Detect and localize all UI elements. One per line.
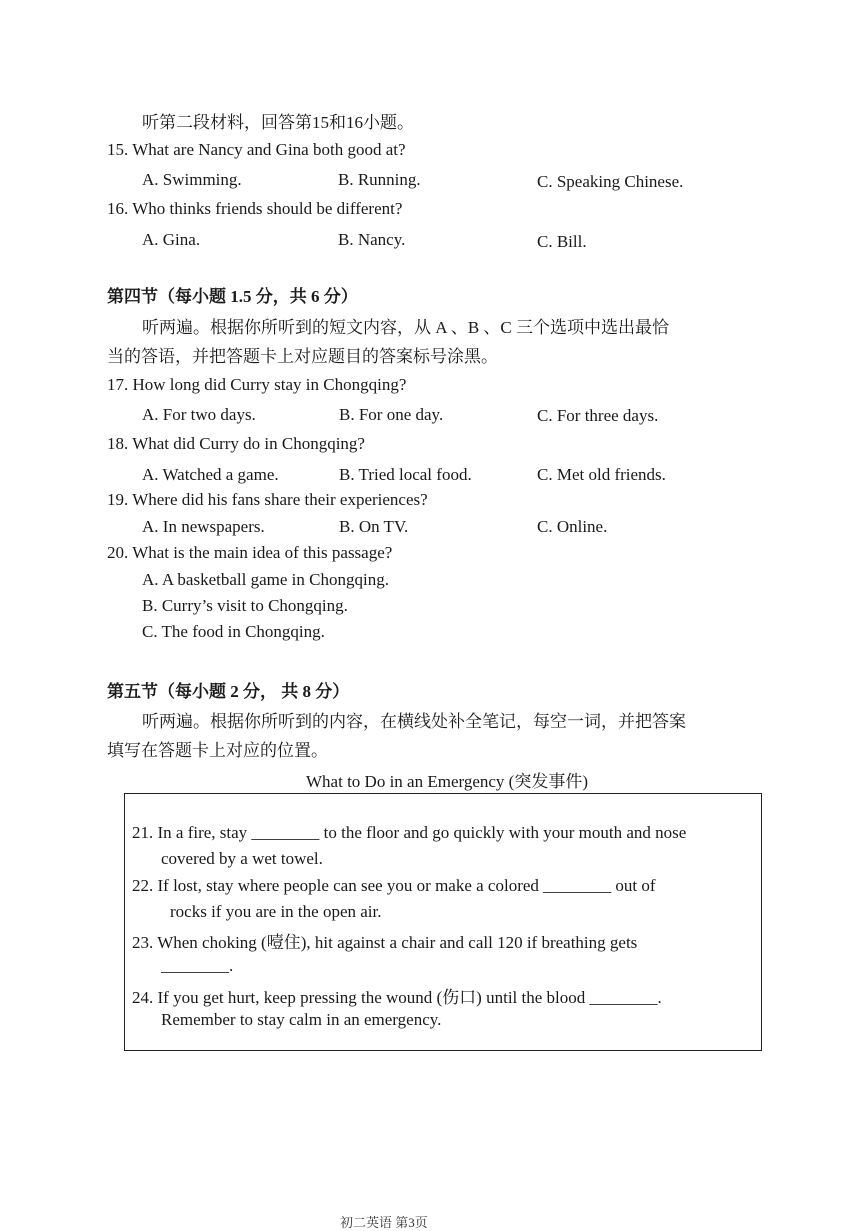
question-16-option-c: C. Bill. [537,232,587,251]
section-4-instruction-line-2: 当的答语，并把答题卡上对应题目的答案标号涂黑。 [107,347,498,366]
note-21-text-1: 21. In a fire, stay ________ to the floor and go quickly with your mouth and nose [132,823,687,842]
question-19-option-c: C. Online. [537,517,608,536]
question-20-stem: 20. What is the main idea of this passage? [107,543,393,562]
question-17-option-b: B. For one day. [339,405,444,424]
note-23-line-1: 23. When choking (噎住), hit against a chair and call 120 if breathing gets [132,933,638,952]
question-18-option-c: C. Met old friends. [537,465,666,484]
question-19-stem: 19. Where did his fans share their experiences? [107,490,428,509]
page-footer: 初二英语 第3页 [340,1215,428,1230]
question-16-stem: 16. Who thinks friends should be different? [107,199,403,218]
note-24-line-1: 24. If you get hurt, keep pressing the wound (伤口) until the blood ________. [132,988,662,1007]
note-22-line-2: rocks if you are in the open air. [170,902,382,921]
notes-title: What to Do in an Emergency (突发事件) [306,772,589,791]
question-19-option-b: B. On TV. [339,517,409,536]
section-5-heading: 第五节（每小题 2 分， 共 8 分） [107,682,350,701]
question-15-option-a: A. Swimming. [142,170,242,189]
section-4-instruction-line-1: 听两遍。根据你所听到的短文内容，从 A 、B 、C 三个选项中选出最恰 [142,318,670,337]
question-16-option-a: A. Gina. [142,230,201,249]
question-20-option-c: C. The food in Chongqing. [142,622,325,641]
section-4-heading: 第四节（每小题 1.5 分，共 6 分） [107,287,358,306]
question-17-option-c: C. For three days. [537,406,659,425]
question-17-stem: 17. How long did Curry stay in Chongqing? [107,375,407,394]
question-18-stem: 18. What did Curry do in Chongqing? [107,434,365,453]
note-21-line-1 [132,823,755,843]
question-16-option-b: B. Nancy. [338,230,406,249]
question-17-option-a: A. For two days. [142,405,256,424]
question-20-option-b: B. Curry’s visit to Chongqing. [142,596,348,615]
section-5-instruction-line-1: 听两遍。根据你所听到的内容，在横线处补全笔记，每空一词，并把答案 [142,712,686,731]
question-20-option-a: A. A basketball game in Chongqing. [142,570,389,589]
question-15-option-c: C. Speaking Chinese. [537,172,684,191]
question-18-option-b: B. Tried local food. [339,465,472,484]
note-22-line-1: 22. If lost, stay where people can see you or make a colored ________ out of [132,876,656,895]
question-15-stem: 15. What are Nancy and Gina both good at? [107,140,406,159]
question-18-option-a: A. Watched a game. [142,465,279,484]
note-23-line-2: ________. [161,956,234,975]
question-19-option-a: A. In newspapers. [142,517,265,536]
note-24-line-2: Remember to stay calm in an emergency. [161,1010,442,1029]
question-15-option-b: B. Running. [338,170,421,189]
part3-intro: 听第二段材料，回答第15和16小题。 [142,113,414,132]
section-5-instruction-line-2: 填写在答题卡上对应的位置。 [107,741,328,760]
note-21-line-2: covered by a wet towel. [161,849,323,868]
